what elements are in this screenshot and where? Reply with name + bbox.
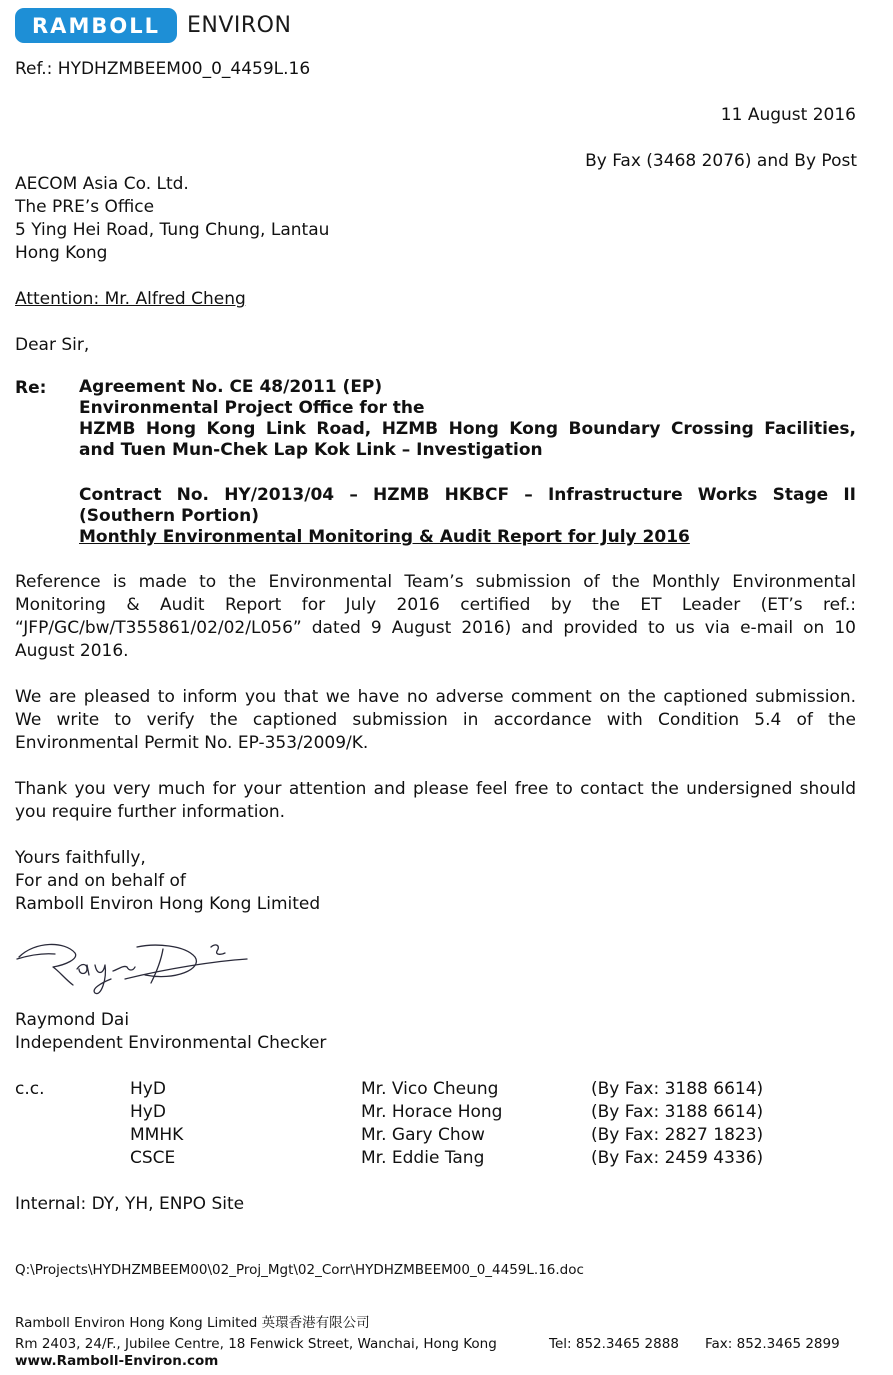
signatory-title: Independent Environmental Checker <box>15 1033 327 1053</box>
recipient-line: Hong Kong <box>15 243 108 263</box>
footer-address: Rm 2403, 24/F., Jubilee Centre, 18 Fenwick Street, Wanchai, Hong Kong <box>15 1336 497 1352</box>
cc-fax: (By Fax: 3188 6614) <box>591 1102 764 1122</box>
recipient-line: 5 Ying Hei Road, Tung Chung, Lantau <box>15 220 330 240</box>
re-label: Re: <box>15 378 47 398</box>
signature <box>15 935 250 1000</box>
body-paragraph-1: Reference is made to the Environmental Team’s submission of the Monthly Environmental Monitoring & Audit Report for July 2016 certified by the ET Leader (ET’s ref.: “JFP/GC/bw/T355861/02/02/L056” dated 9 August 2016) and provided to us via e-mail on 10 August 2016. <box>15 572 856 661</box>
cc-fax: (By Fax: 2827 1823) <box>591 1125 764 1145</box>
recipient-line: The PRE’s Office <box>15 197 155 217</box>
cc-org: HyD <box>130 1079 166 1099</box>
agreement-line: Agreement No. CE 48/2011 (EP) <box>79 377 383 397</box>
closing-line: Ramboll Environ Hong Kong Limited <box>15 894 321 914</box>
file-path: Q:\Projects\HYDHZMBEEM00\02_Proj_Mgt\02_Corr\HYDHZMBEEM00_0_4459L.16.doc <box>15 1262 584 1278</box>
report-title: Monthly Environmental Monitoring & Audit Report for July 2016 <box>79 527 690 547</box>
agreement-line: and Tuen Mun-Chek Lap Kok Link – Investigation <box>79 440 543 460</box>
agreement-line: HZMB Hong Kong Link Road, HZMB Hong Kong Boundary Crossing Facilities, <box>79 419 856 439</box>
cc-fax: (By Fax: 2459 4336) <box>591 1148 764 1168</box>
agreement-line: Environmental Project Office for the <box>79 398 425 418</box>
cc-org: MMHK <box>130 1125 184 1145</box>
attention-line: Attention: Mr. Alfred Cheng <box>15 289 246 309</box>
body-paragraph-3: Thank you very much for your attention and please feel free to contact the undersigned should you require further information. <box>15 779 856 822</box>
footer-website[interactable]: www.Ramboll-Environ.com <box>15 1353 219 1369</box>
logo-secondary-text: ENVIRON <box>187 13 292 38</box>
contract-heading: Contract No. HY/2013/04 – HZMB HKBCF – Infrastructure Works Stage II (Southern Portion) <box>79 485 856 526</box>
salutation: Dear Sir, <box>15 335 90 355</box>
footer-company: Ramboll Environ Hong Kong Limited 英環香港有限公司 <box>15 1315 370 1331</box>
body-paragraph-2: We are pleased to inform you that we have no adverse comment on the captioned submission. We write to verify the captioned submission in accordance with Condition 5.4 of the Environmental Permit No. EP-353/2009/K. <box>15 687 856 753</box>
recipient-line: AECOM Asia Co. Ltd. <box>15 174 189 194</box>
cc-name: Mr. Gary Chow <box>361 1125 485 1145</box>
reference-number: Ref.: HYDHZMBEEM00_0_4459L.16 <box>15 59 311 79</box>
signatory-name: Raymond Dai <box>15 1010 130 1030</box>
internal-distribution: Internal: DY, YH, ENPO Site <box>15 1194 245 1214</box>
cc-name: Mr. Vico Cheung <box>361 1079 499 1099</box>
closing-line: For and on behalf of <box>15 871 186 891</box>
cc-org: CSCE <box>130 1148 176 1168</box>
closing-line: Yours faithfully, <box>15 848 146 868</box>
letter-date: 11 August 2016 <box>720 105 856 125</box>
footer-tel: Tel: 852.3465 2888 <box>549 1336 679 1352</box>
cc-name: Mr. Horace Hong <box>361 1102 503 1122</box>
logo-primary-text: RAMBOLL <box>32 13 160 38</box>
cc-label: c.c. <box>15 1079 45 1099</box>
footer-fax: Fax: 852.3465 2899 <box>705 1336 840 1352</box>
cc-fax: (By Fax: 3188 6614) <box>591 1079 764 1099</box>
cc-org: HyD <box>130 1102 166 1122</box>
ramboll-logo <box>15 8 177 43</box>
agreement-heading <box>79 377 856 461</box>
cc-name: Mr. Eddie Tang <box>361 1148 485 1168</box>
delivery-method: By Fax (3468 2076) and By Post <box>585 151 857 171</box>
